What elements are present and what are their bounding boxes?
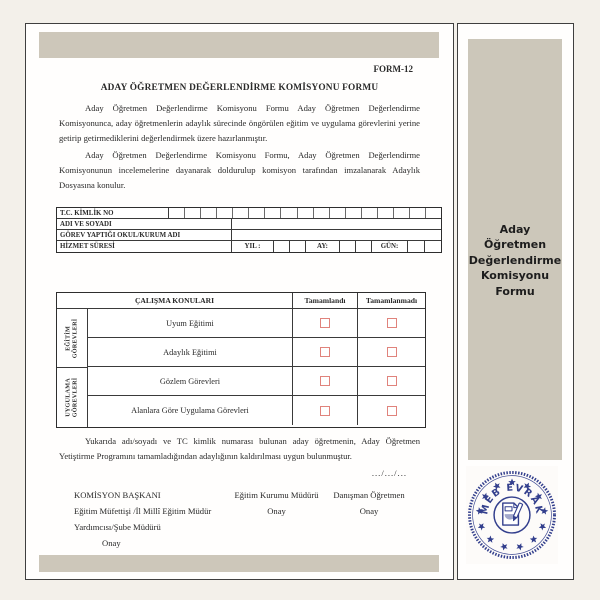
intro-paragraph-2: Aday Öğretmen Değerlendirme Komisyonu Formu, Aday Öğretmen Değerlendirme Komisyonunun incelemelerine dayanarak doldurulup komisyon tarafından imzalanarak Adaylık Dosyasına konulur. [59, 150, 420, 190]
topics-header: ÇALIŞMA KONULARI [57, 293, 293, 308]
table-row [88, 338, 425, 367]
table-row [88, 367, 425, 396]
sidebar-title-line: Öğretmen [483, 238, 547, 252]
form-title: ADAY ÖĞRETMEN DEĞERLENDİRME KOMİSYONU FORMU [100, 83, 379, 93]
month-label: AY: [306, 241, 340, 252]
signature-title: Eğitim Kurumu Müdürü [234, 490, 319, 500]
form-document-page [25, 23, 454, 580]
table-row [88, 309, 425, 338]
topic-cell: Gözlem Görevleri [88, 367, 293, 395]
not-completed-checkbox[interactable] [387, 318, 397, 328]
page-header-bar [39, 32, 439, 58]
stamp-arc-text: MEB EVRAK [479, 482, 545, 516]
topic-cell: Adaylık Eğitimi [88, 338, 293, 366]
tc-digit-cell[interactable] [426, 208, 441, 218]
work-table-header [57, 293, 425, 309]
practice-tasks-label: UYGULAMA GÖREVLERİ [64, 377, 80, 418]
education-tasks-label: EĞİTİM GÖREVLERİ [64, 318, 79, 358]
year-label: YIL : [232, 241, 274, 252]
completed-checkbox[interactable] [320, 347, 330, 357]
education-tasks-group [57, 309, 87, 368]
completed-header: Tamamlandı [293, 293, 358, 308]
signature-role-line: Yardımcısı/Şube Müdürü [74, 522, 161, 532]
group-label-column [57, 309, 88, 427]
signature-role-line: Eğitim Müfettişi /İl Millî Eğitim Müdür [74, 506, 212, 516]
closing-paragraph: Yukarıda adı/soyadı ve TC kimlik numarası bulunan aday öğretmenin, Aday Öğretmen Yetiştirme Programını tamamladığından adaylığının kaldırılması uygun bulunmuştur. [59, 436, 420, 461]
school-label: GÖREV YAPTIĞI OKUL/KURUM ADI [57, 230, 232, 240]
approval-label: Onay [102, 538, 121, 548]
tc-digit-cell[interactable] [281, 208, 297, 218]
year-cell[interactable] [290, 241, 306, 252]
identity-info-table [56, 207, 442, 253]
sidebar-title [469, 222, 561, 300]
sidebar-title-panel [468, 39, 562, 460]
month-cell[interactable] [340, 241, 356, 252]
sidebar-title-line: Aday [499, 222, 531, 236]
tc-digit-cell[interactable] [410, 208, 426, 218]
sidebar-title-line: Değerlendirme [468, 253, 562, 267]
completed-checkbox[interactable] [320, 376, 330, 386]
tc-digit-cell[interactable] [201, 208, 217, 218]
tc-digit-cell[interactable] [169, 208, 185, 218]
tc-digit-cell[interactable] [298, 208, 314, 218]
work-rows [88, 309, 425, 427]
meb-evrak-stamp [466, 466, 558, 564]
completed-checkbox[interactable] [320, 406, 330, 416]
topic-cell: Uyum Eğitimi [88, 309, 293, 337]
date-placeholder: .../.../... [371, 468, 407, 478]
not-completed-header: Tamamlanmadı [365, 296, 418, 305]
form-number: FORM-12 [373, 64, 413, 74]
name-input-cell[interactable] [232, 219, 441, 229]
tc-digit-cell[interactable] [330, 208, 346, 218]
topic-cell: Alanlara Göre Uygulama Görevleri [88, 396, 293, 425]
work-topics-table [56, 292, 426, 428]
document-pencil-icon [503, 503, 523, 525]
tc-digit-cell[interactable] [265, 208, 281, 218]
signature-advisor-teacher [314, 487, 424, 519]
table-row [57, 241, 441, 252]
signature-title: KOMİSYON BAŞKANI [74, 490, 161, 500]
tc-id-digit-cells[interactable] [169, 208, 441, 218]
month-cell[interactable] [356, 241, 372, 252]
day-label: GÜN: [372, 241, 408, 252]
tc-digit-cell[interactable] [346, 208, 362, 218]
tc-digit-cell[interactable] [217, 208, 233, 218]
work-table-body [57, 309, 425, 427]
tc-digit-cell[interactable] [314, 208, 330, 218]
practice-tasks-group [57, 368, 87, 427]
school-input-cell[interactable] [232, 230, 441, 240]
table-row [57, 208, 441, 219]
tc-digit-cell[interactable] [378, 208, 394, 218]
signature-title: Danışman Öğretmen [333, 490, 405, 500]
tc-digit-cell[interactable] [394, 208, 410, 218]
stamp-seal-icon [466, 469, 558, 561]
year-cell[interactable] [274, 241, 290, 252]
not-completed-checkbox[interactable] [387, 376, 397, 386]
table-row [88, 396, 425, 425]
sidebar-title-line: Formu [495, 284, 535, 298]
tc-digit-cell[interactable] [233, 208, 249, 218]
not-completed-checkbox[interactable] [387, 347, 397, 357]
tc-id-label: T.C. KİMLİK NO [57, 208, 169, 218]
name-label: ADI VE SOYADI [57, 219, 232, 229]
tc-digit-cell[interactable] [185, 208, 201, 218]
service-duration-label: HİZMET SÜRESİ [57, 241, 232, 252]
tc-digit-cell[interactable] [362, 208, 378, 218]
intro-paragraph-1: Aday Öğretmen Değerlendirme Komisyonu Formu Aday Öğretmen Değerlendirme Komisyonunca, aday öğretmenlerin adaylık sürecinde öngörülen eğitim ve uygulama görevlerini yerine getirip getirmediklerini değerlendirmek üzere hazırlanmıştır. [59, 103, 420, 143]
table-row [57, 230, 441, 241]
not-completed-checkbox[interactable] [387, 406, 397, 416]
table-row [57, 219, 441, 230]
day-cell[interactable] [425, 241, 441, 252]
completed-checkbox[interactable] [320, 318, 330, 328]
approval-label: Onay [359, 506, 379, 516]
approval-label: Onay [267, 506, 286, 516]
sidebar-title-line: Komisyonu [480, 269, 550, 283]
tc-digit-cell[interactable] [249, 208, 265, 218]
page-footer-bar [39, 555, 439, 572]
sidebar [457, 23, 574, 580]
day-cell[interactable] [408, 241, 425, 252]
